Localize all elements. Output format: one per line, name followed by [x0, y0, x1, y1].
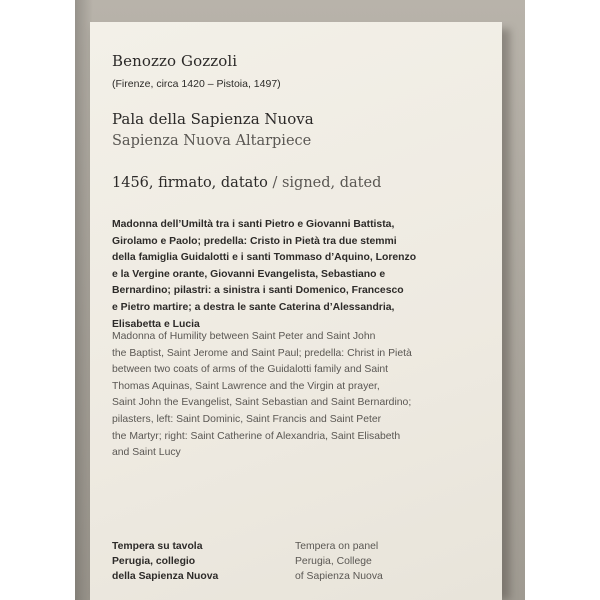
location-english-line: of Sapienza Nuova [295, 571, 383, 583]
description-italian-line: Madonna dell’Umiltà tra i santi Pietro e Giovanni Battista, [112, 219, 395, 230]
location-italian-line: della Sapienza Nuova [112, 571, 219, 583]
date-signature-english: signed, dated [281, 175, 382, 191]
description-english-line: the Martyr; right: Saint Catherine of Alexandria, Saint Elisabeth [112, 430, 401, 442]
artwork-title-english: Sapienza Nuova Altarpiece [112, 133, 312, 149]
description-english [112, 329, 492, 462]
artwork-title-italian: Pala della Sapienza Nuova [112, 110, 314, 128]
description-italian-line: Girolamo e Paolo; predella: Cristo in Pietà tra due stemmi [112, 235, 397, 247]
description-italian-line: della famiglia Guidalotti e i santi Tommaso d’Aquino, Lorenzo [112, 252, 417, 264]
description-italian-line: Bernardino; pilastri: a sinistra i santi Domenico, Francesco [112, 285, 404, 297]
description-english-line: Thomas Aquinas, Saint Lawrence and the Virgin at prayer, [112, 380, 380, 392]
description-italian-line: e Pietro martire; a destra le sante Caterina d’Alessandria, [112, 301, 395, 313]
date-signature-italian: 1456, firmato, datato [112, 175, 268, 191]
description-italian-line: Elisabetta e Lucia [112, 318, 200, 330]
artist-name: Benozzo Gozzoli [112, 52, 238, 70]
description-english-line: between two coats of arms of the Guidalotti family and Saint [112, 364, 389, 376]
description-english-line: Saint John the Evangelist, Saint Sebastian and Saint Bernardino; [112, 397, 412, 409]
artist-dates: (Firenze, circa 1420 – Pistoia, 1497) [112, 78, 281, 90]
date-separator: / [272, 175, 278, 191]
description-italian [112, 217, 492, 333]
date-signature-line [112, 175, 381, 191]
medium-italian-line: Tempera su tavola [112, 541, 203, 552]
description-italian-line: e la Vergine orante, Giovanni Evangelista, Sebastiano e [112, 268, 386, 280]
description-english-line: the Baptist, Saint Jerome and Saint Paul; predella: Christ in Pietà [112, 347, 412, 359]
medium-english-line: Tempera on panel [295, 541, 379, 552]
medium-location-english [295, 539, 383, 585]
museum-label-card [90, 22, 502, 600]
medium-location-italian [112, 539, 218, 585]
description-english-line: and Saint Lucy [112, 447, 181, 459]
description-english-line: pilasters, left: Saint Dominic, Saint Francis and Saint Peter [112, 413, 382, 425]
location-italian-line: Perugia, collegio [112, 556, 196, 568]
description-english-line: Madonna of Humility between Saint Peter and Saint John [112, 331, 376, 342]
location-english-line: Perugia, College [295, 556, 372, 568]
